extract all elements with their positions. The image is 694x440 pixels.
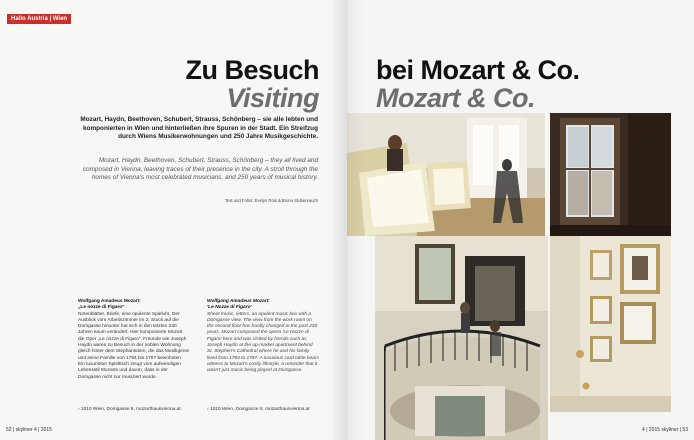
title-right-german: bei Mozart & Co. (376, 55, 580, 85)
lead-german: Mozart, Haydn, Beethoven, Schubert, Strauss, Schönberg – sie alle lebten und komponierten in Wien und hinterließen ihre Spuren in der Stadt. Ein Streifzug durch Wiens Musikerwohnungen und 250 Jahre Musikgeschichte. (80, 116, 318, 141)
portraits-wall-photo (550, 236, 671, 412)
title-left (185, 56, 319, 112)
column-german (78, 299, 190, 381)
column-german-heading: Wolfgang Amadeus Mozart: (78, 299, 141, 304)
address-english-link[interactable]: › 1010 Wien, Domgasse 5, mozarthausvienna.at (207, 407, 310, 412)
column-english (207, 299, 319, 375)
folio-right: 4 | 2015 skyliner | 53 (642, 427, 688, 433)
staircase-photo (375, 236, 548, 440)
lead-english: Mozart, Haydn, Beethoven, Schubert, Strauss, Schönberg – they all lived and composed in Vienna, leaving traces of their presence in the city. A stroll through the homes of Vienna's most celebrated musicians, and 250 years of musical history. (82, 157, 318, 182)
title-left-german: Zu Besuch (185, 55, 319, 85)
page-gutter-shadow (330, 0, 364, 440)
column-german-body: Notenblätter, Briefe, eine opulente Spieluhr. Der Ausblick vom Arbeitszimmer im 2. Stock auf die Domgasse hinunter hat sich in den letzten 230 Jahren kaum verändert. Hier komponierte Mozart die Oper „Le nozze di Figaro". Freunde wie Joseph Haydn waren zu Besuch in der noblen Wohnung gleich hinter dem Stephansdom, die das Musikgenie und seine Familie von 1784 bis 1787 bewohnten. Ein luxuriöser Spieltisch zeugt vom aufwendigen Lebensstil Mozarts und davon, dass in der Domgasse nicht nur musiziert wurde. (78, 311, 190, 380)
title-left-english: Visiting (226, 83, 319, 113)
address-german-link[interactable]: › 1010 Wien, Domgasse 5, mozarthausvienna.at (78, 407, 181, 412)
photo-credit: Text und Fotos: Evelyn Rois & Bruno Stubenrauch (224, 198, 318, 203)
title-right (376, 56, 580, 112)
folio-left: 52 | skyliner 4 | 2015 (6, 427, 52, 433)
window-view-photo (550, 113, 671, 236)
title-right-english: Mozart & Co. (376, 83, 535, 113)
museum-visitors-photo (347, 113, 545, 236)
column-german-subheading: „Le nozze di Figaro" (78, 305, 125, 311)
section-tag: Hallo Austria | Wien (7, 14, 71, 24)
column-english-subheading: 'Le Nozze di Figaro' (207, 305, 252, 311)
column-english-body: Sheet music, letters, an opulent music box with a Domgasse view. The view from the work room on the second floor has hardly changed in the past 230 years. Mozart composed the opera 'Le Nozze di Figaro' here and was visited by friends such as Joseph Haydn at the up-market apartment behind St. Stephen's Cathedral where he and his family lived from 1784 to 1787. A luxurious card table bears witness to Mozart's costly lifestyle, a reminder that it wasn't just music being played at Domgasse. (207, 311, 319, 374)
column-english-heading: Wolfgang Amadeus Mozart: (207, 299, 270, 304)
